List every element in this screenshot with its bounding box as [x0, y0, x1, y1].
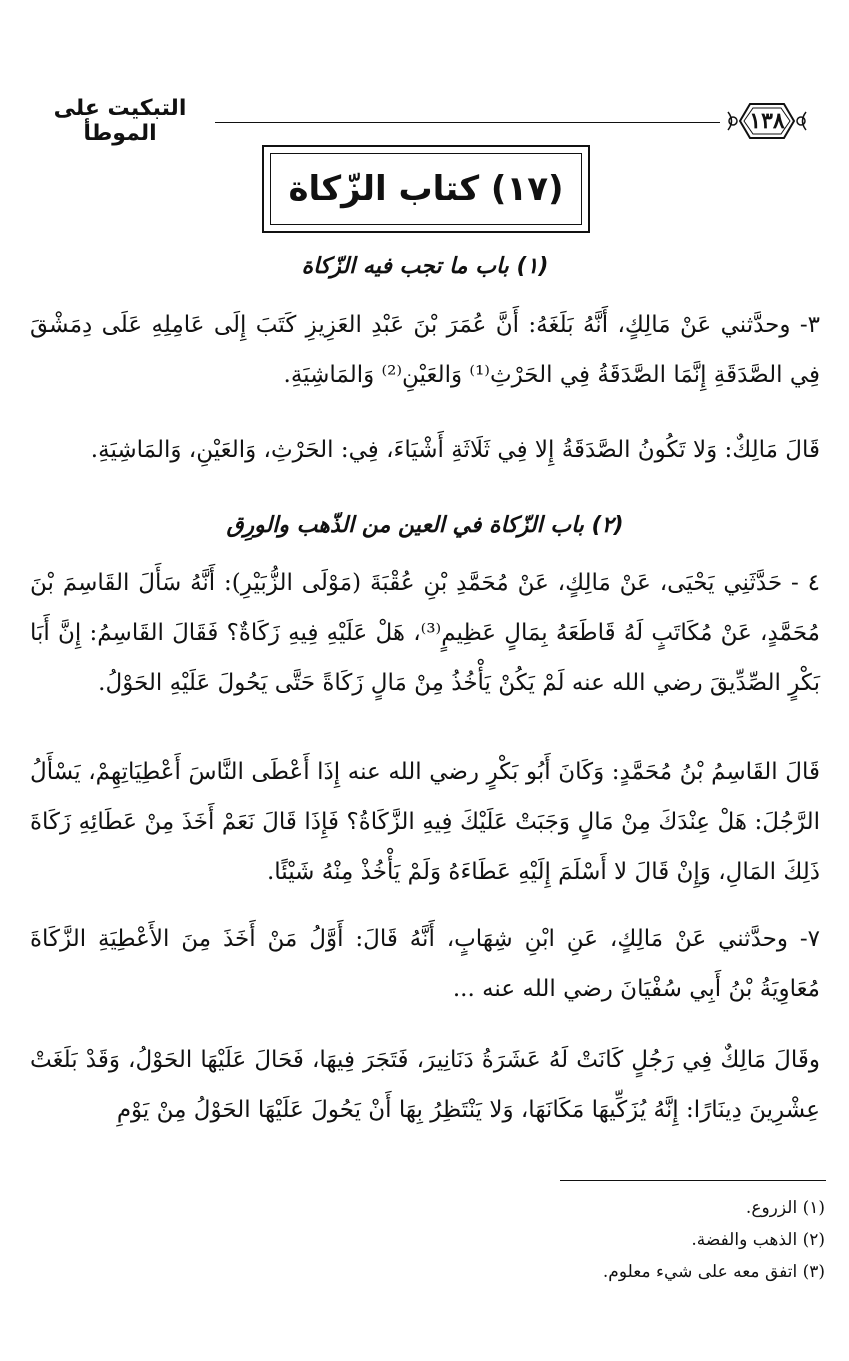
- footnote: (٢) الذهب والفضة.: [691, 1230, 825, 1250]
- footnote-rule: [560, 1180, 826, 1181]
- footnotes: [425, 1192, 825, 1288]
- paragraph: ٣- وحدَّثني عَنْ مَالِكٍ، أَنَّهُ بَلَغَهُ: أَنَّ عُمَرَ بْنَ عَبْدِ العَزِيزِ كَتَبَ إِلَى عَامِلِهِ عَلَى دِمَشْقَ فِي الصَّدَقَةِ إِنَّمَا الصَّدَقَةُ فِي الحَرْثِ⁽¹⁾ وَالعَيْنِ⁽²⁾ وَالمَاشِيَةِ.: [30, 312, 820, 388]
- paragraph: قَالَ القَاسِمُ بْنُ مُحَمَّدٍ: وَكَانَ أَبُو بَكْرٍ رضي الله عنه إِذَا أَعْطَى النَّاسَ أَعْطِيَاتِهِمْ، يَسْأَلُ الرَّجُلَ: هَلْ عِنْدَكَ مِنْ مَالٍ وَجَبَتْ عَلَيْكَ فِيهِ الزَّكَاةُ؟ فَإِذَا قَالَ نَعَمْ أَخَذَ مِنْ عَطَائِهِ زَكَاةَ ذَلِكَ المَالِ، وَإِنْ قَالَ لا أَسْلَمَ إِلَيْهِ عَطَاءَهُ وَلَمْ يَأْخُذْ مِنْهُ شَيْئًا.: [30, 759, 820, 885]
- page-number-ornament: [726, 98, 808, 144]
- book-title: (١٧) كتاب الزّكاة: [288, 169, 564, 209]
- header-rule: [215, 122, 720, 123]
- paragraph: قَالَ مَالِكٌ: وَلا تَكُونُ الصَّدَقَةُ إِلا فِي ثَلَاثَةِ أَشْيَاءَ، فِي: الحَرْثِ، وَالعَيْنِ، وَالمَاشِيَةِ.: [90, 437, 820, 463]
- book-title-frame: [262, 145, 590, 233]
- paragraph: ٤ - حَدَّثَنِي يَحْيَى، عَنْ مَالِكٍ، عَنْ مُحَمَّدِ بْنِ عُقْبَةَ (مَوْلَى الزُّبَيْرِ): أَنَّهُ سَأَلَ القَاسِمَ بْنَ مُحَمَّدٍ، عَنْ مُكَاتَبٍ لَهُ قَاطَعَهُ بِمَالٍ عَظِيمٍ⁽³⁾، هَلْ عَلَيْهِ فِيهِ زَكَاةٌ؟ فَقَالَ القَاسِمُ: إِنَّ أَبَا بَكْرٍ الصِّدِّيقَ رضي الله عنه لَمْ يَكُنْ يَأْخُذُ مِنْ مَالٍ زَكَاةً حَتَّى يَحُولَ عَلَيْهِ الحَوْلُ.: [30, 570, 820, 696]
- footnote: (١) الزروع.: [745, 1198, 825, 1218]
- footnote: (٣) اتفق معه على شيء معلوم.: [602, 1262, 825, 1282]
- running-title: التبكيت على الموطأ: [53, 96, 187, 146]
- paragraph: وقَالَ مَالِكٌ فِي رَجُلٍ كَانَتْ لَهُ عَشَرَةُ دَنَانِيرَ، فَتَجَرَ فِيهَا، فَحَالَ عَلَيْهَا الحَوْلُ، وَقَدْ بَلَغَتْ عِشْرِينَ دِينَارًا: إِنَّهُ يُزَكِّيهَا مَكَانَهَا، وَلا يَنْتَظِرُ بِهَا أَنْ يَحُولَ عَلَيْهَا الحَوْلُ مِنْ يَوْمِ: [30, 1047, 820, 1123]
- chapter-heading: (٢) باب الزّكاة في العين من الذّهب والورِق: [226, 513, 624, 538]
- paragraph: ٧- وحدَّثني عَنْ مَالِكٍ، عَنِ ابْنِ شِهَابٍ، أَنَّهُ قَالَ: أَوَّلُ مَنْ أَخَذَ مِنَ الأَعْطِيَةِ الزَّكَاةَ مُعَاوِيَةُ بْنُ أَبِي سُفْيَانَ رضي الله عنه ...: [30, 926, 820, 1002]
- chapter-heading: (١) باب ما تجب فيه الزّكاة: [301, 254, 549, 279]
- page-header: [30, 92, 828, 148]
- page-number: ١٣٨: [749, 108, 785, 134]
